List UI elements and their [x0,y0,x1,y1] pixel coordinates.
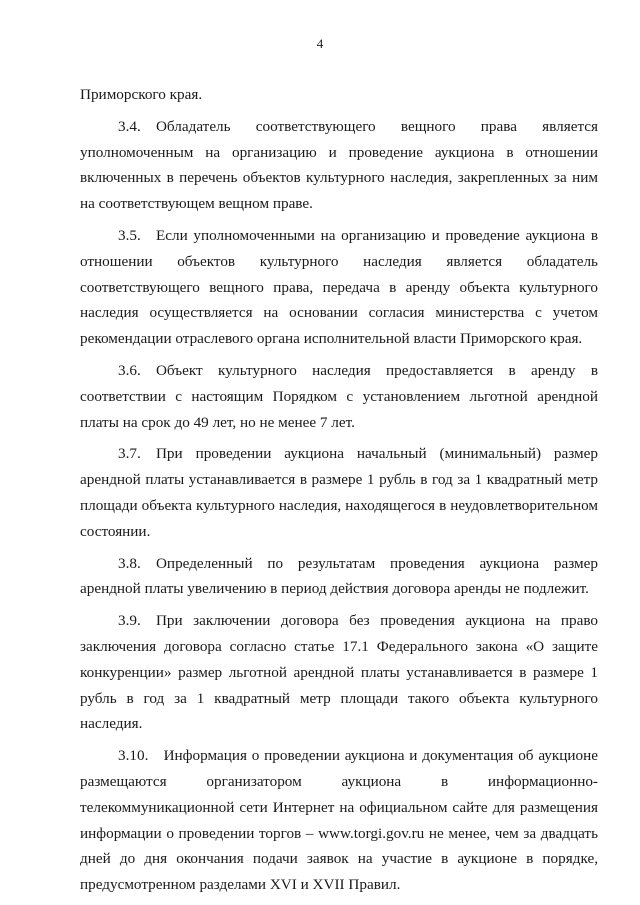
paragraph-3-7: 3.7. При проведении аукциона начальный (минимальный) размер арендной платы устанавливается в размере 1 рубль в год за 1 квадратный метр площади объекта культурного наследия, находящегося в неудовлетворительном состоянии. [80,445,598,540]
page-number: 4 [316,36,324,51]
paragraph-3-10: 3.10. Информация о проведении аукциона и документация об аукционе размещаются организатором аукциона в информационно-телекоммуникационной сети Интернет на официальном сайте для размещения информации о проведении торгов – www.torgi.gov.ru не менее, чем за двадцать дней до дня окончания подачи заявок на участие в аукционе в порядке, предусмотренном разделами XVI и XVII Правил. [80,747,598,894]
paragraph-continuation: Приморского края. [80,86,203,103]
paragraph-3-9: 3.9. При заключении договора без проведения аукциона на право заключения договора согласно статье 17.1 Федерального закона «О защите конкуренции» размер льготной арендной платы устанавливается в размере 1 рубль в год за 1 квадратный метр площади такого объекта культурного наследия. [80,612,598,733]
paragraph-3-4: 3.4. Обладатель соответствующего вещного права является уполномоченным на организацию и проведение аукциона в отношении включенных в перечень объектов культурного наследия, закрепленных за ним на соответствующем вещном праве. [80,117,598,213]
paragraph-3-8: 3.8. Определенный по результатам проведения аукциона размер арендной платы увеличению в период действия договора аренды не подлежит. [80,554,598,598]
paragraph-3-6: 3.6. Объект культурного наследия предоставляется в аренду в соответствии с настоящим Порядком с установлением льготной арендной платы на срок до 49 лет, но не менее 7 лет. [80,361,598,431]
paragraph-3-5: 3.5. Если уполномоченными на организацию и проведение аукциона в отношении объектов культурного наследия является обладатель соответствующего вещного права, передача в аренду объекта культурного наследия осуществляется на основании согласия министерства с учетом рекомендации отраслевого органа исполнительной власти Приморского края. [80,226,598,348]
document-body [80,82,598,904]
